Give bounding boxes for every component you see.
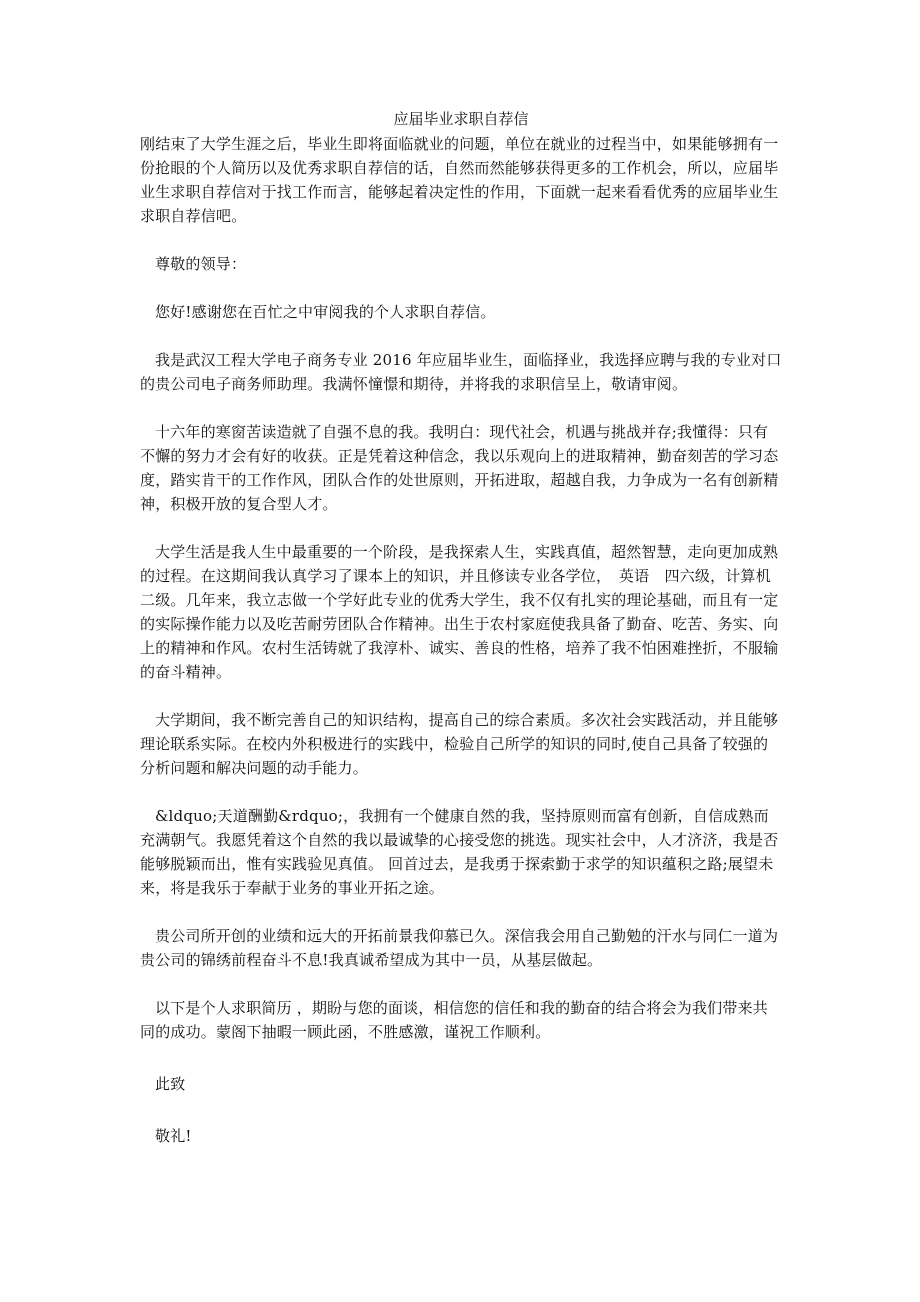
closing-salute: 敬礼! <box>155 1127 192 1145</box>
closing-phrase: 此致 <box>155 1075 186 1093</box>
body-paragraph: 大学期间，我不断完善自己的知识结构，提高自己的综合素质。多次社会实践活动，并且能够理论联系实际。在校内外积极进行的实践中，检验自己所学的知识的同时,使自己具备了较强的分析问题和解决问题的动手能力。 <box>140 711 779 777</box>
body-paragraph: &ldquo;天道酬勤&rdquo;，我拥有一个健康自然的我，坚持原则而富有创新，自信成熟而充满朝气。我愿凭着这个自然的我以最诚挚的心接受您的挑选。现实社会中，人才济济，我是否能够脱颖而出，惟有实践验见真值。 回首过去，是我勇于探索勤于求学的知识蕴积之路;展望未来，将是我乐于奉献于业务的事业开拓之途。 <box>140 807 779 897</box>
body-paragraph: 大学生活是我人生中最重要的一个阶段，是我探索人生，实践真值，超然智慧，走向更加成熟的过程。在这期间我认真学习了课本上的知识，并且修读专业各学位， 英语 四六级，计算机二级。几年来，我立志做一个学好此专业的优秀大学生，我不仅有扎实的理论基础，而且有一定的实际操作能力以及吃苦耐劳团队合作精神。出生于农村家庭使我具备了勤奋、吃苦、务实、向上的精神和作风。农村生活铸就了我淳朴、诚实、善良的性格，培养了我不怕困难挫折，不服输的奋斗精神。 <box>140 543 779 681</box>
document-title: 应届毕业求职自荐信 <box>393 110 529 128</box>
intro-paragraph: 刚结束了大学生涯之后，毕业生即将面临就业的问题，单位在就业的过程当中，如果能够拥有一份抢眼的个人简历以及优秀求职自荐信的话，自然而然能够获得更多的工作机会，所以，应届毕业生求职自荐信对于找工作而言，能够起着决定性的作用，下面就一起来看看优秀的应届毕业生求职自荐信吧。 <box>140 135 779 225</box>
document-page <box>140 108 782 1148</box>
body-paragraph: 以下是个人求职简历 ，期盼与您的面谈，相信您的信任和我的勤奋的结合将会为我们带来共同的成功。蒙阁下抽暇一顾此函，不胜感激，谨祝工作顺利。 <box>140 999 768 1041</box>
body-paragraph: 十六年的寒窗苦读造就了自强不息的我。我明白：现代社会，机遇与挑战并存;我懂得：只有不懈的努力才会有好的收获。正是凭着这种信念，我以乐观向上的进取精神，勤奋刻苦的学习态度，踏实肯干的工作作风，团队合作的处世原则，开拓进取，超越自我，力争成为一名有创新精神，积极开放的复合型人才。 <box>140 423 779 513</box>
body-paragraph: 贵公司所开创的业绩和远大的开拓前景我仰慕已久。深信我会用自己勤勉的汗水与同仁一道为贵公司的锦绣前程奋斗不息!我真诚希望成为其中一员，从基层做起。 <box>140 927 779 969</box>
body-paragraph: 我是武汉工程大学电子商务专业 2016 年应届毕业生，面临择业，我选择应聘与我的专业对口的贵公司电子商务师助理。我满怀憧憬和期待，并将我的求职信呈上，敬请审阅。 <box>140 351 782 393</box>
greeting-paragraph: 您好!感谢您在百忙之中审阅我的个人求职自荐信。 <box>155 303 496 321</box>
salutation: 尊敬的领导： <box>155 255 247 273</box>
